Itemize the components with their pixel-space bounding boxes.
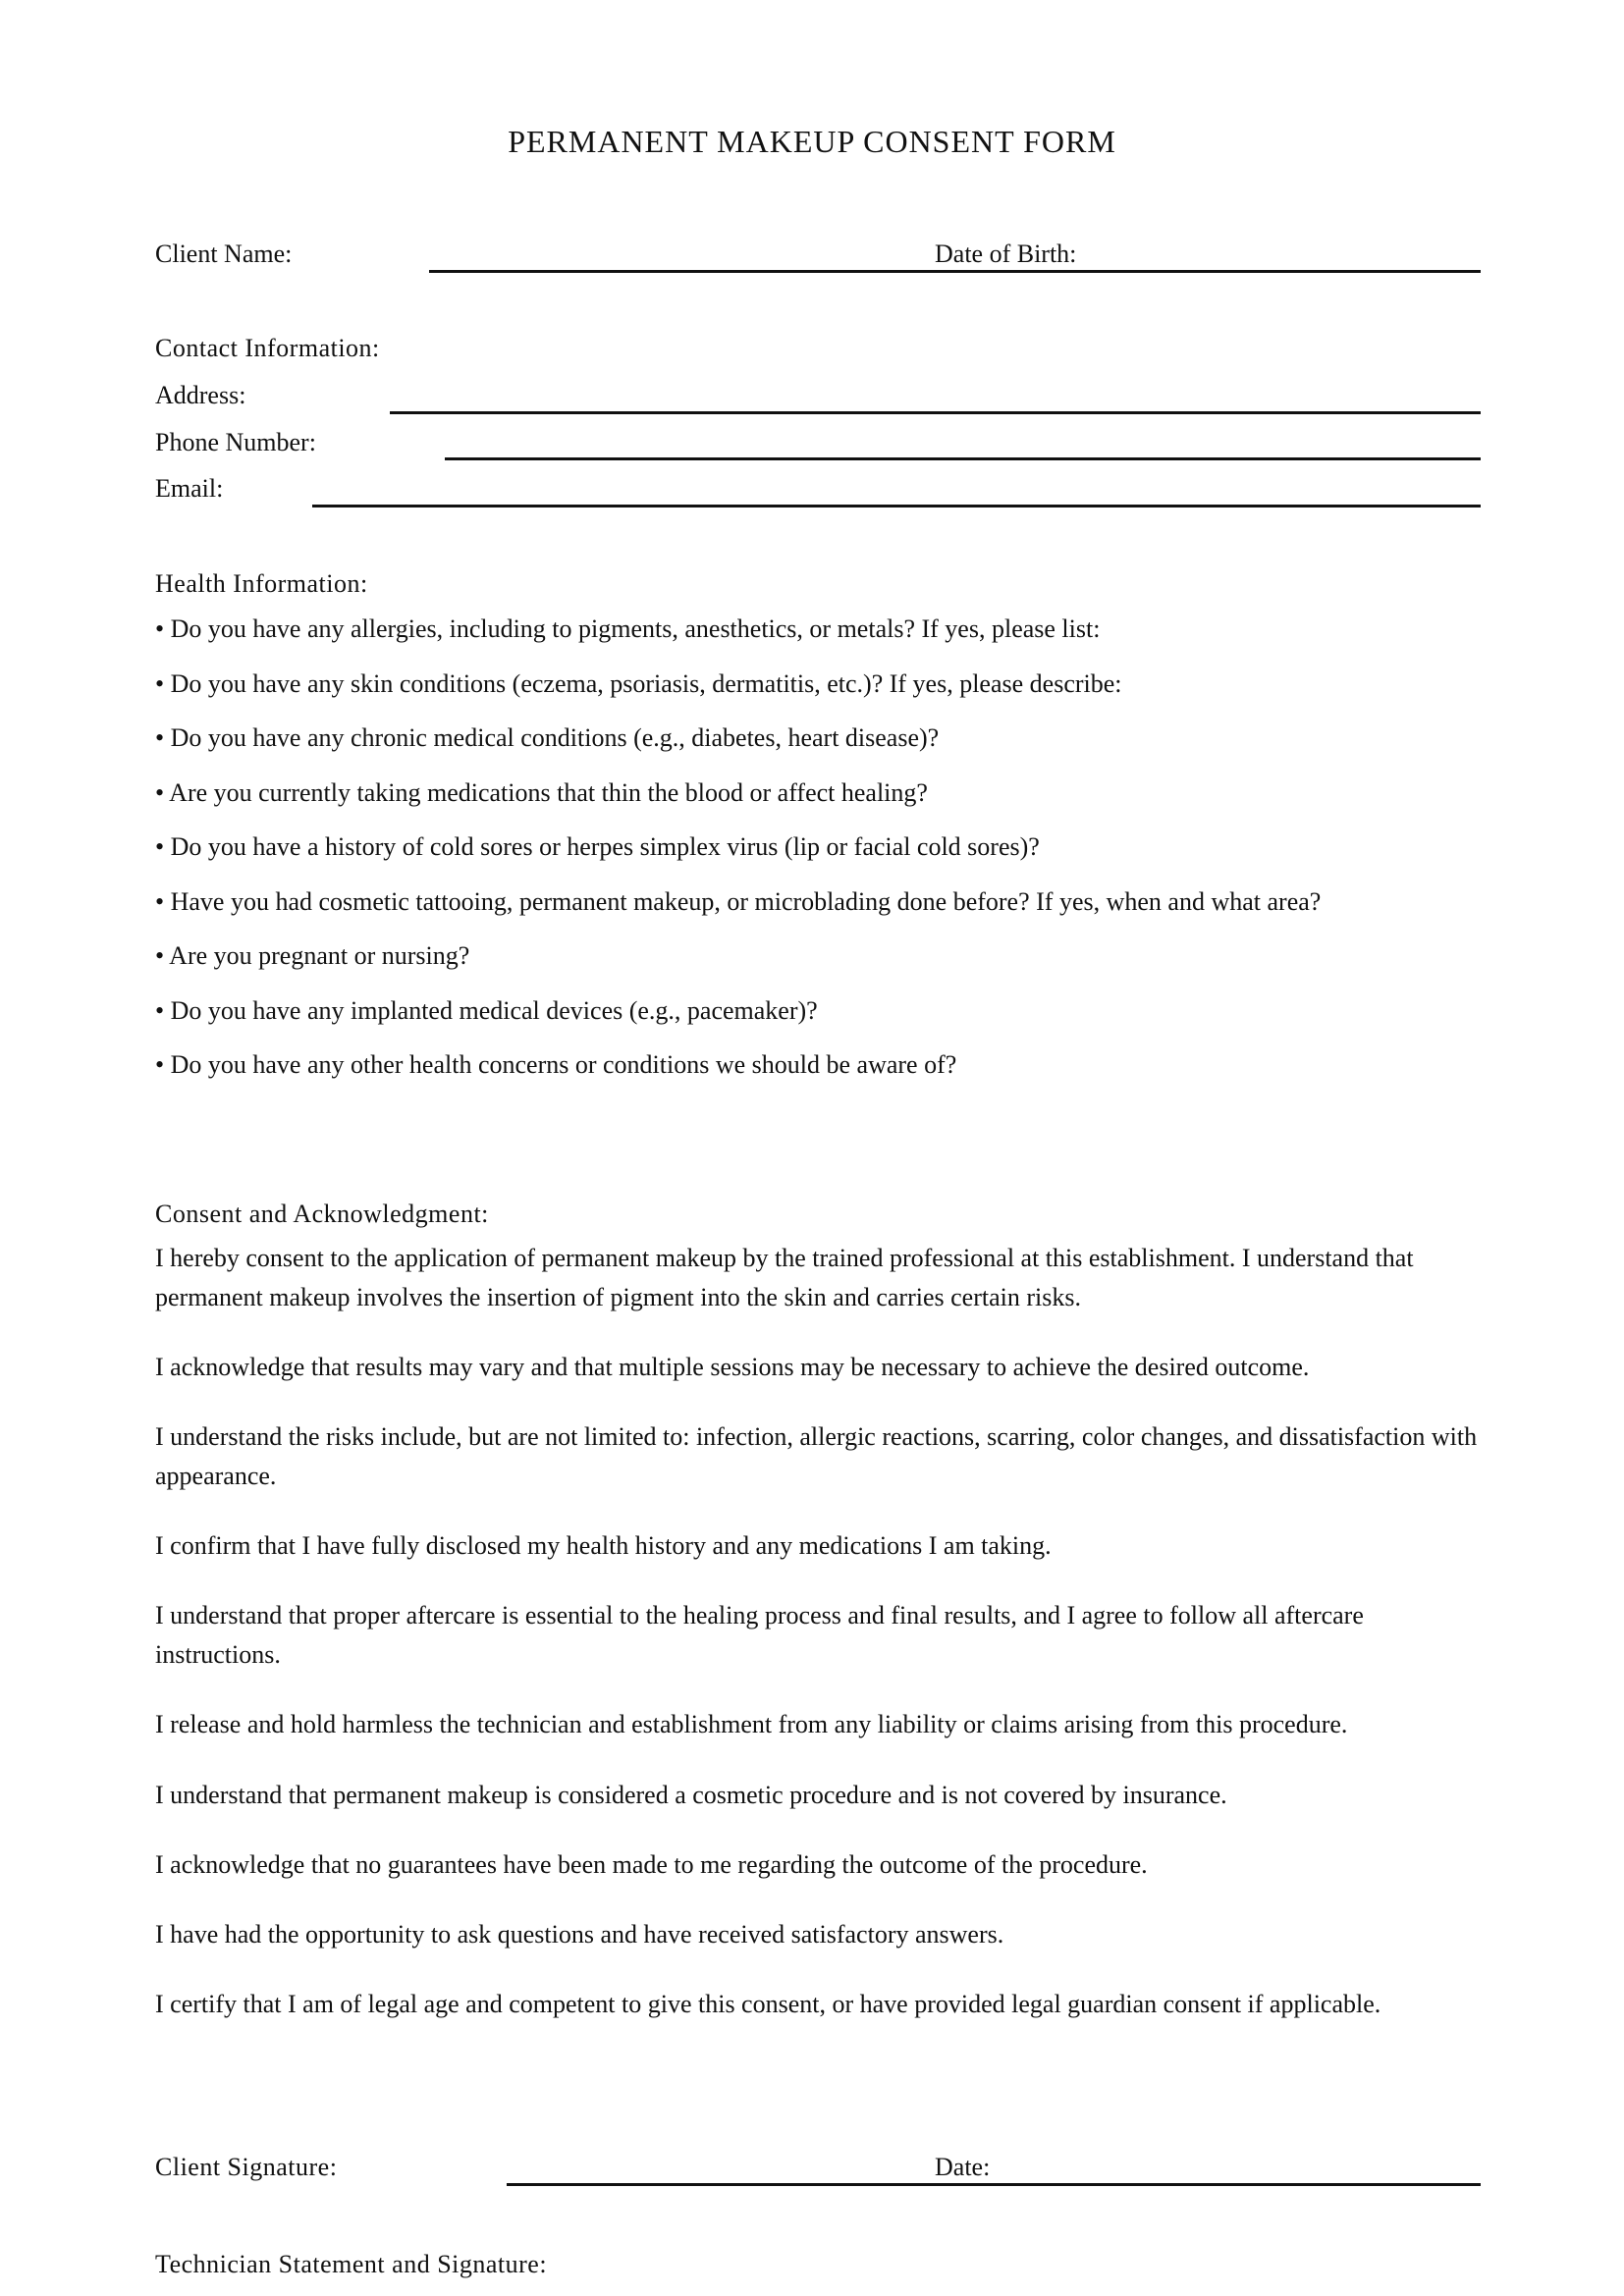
consent-paragraph: I have had the opportunity to ask questions and have received satisfactory answers. <box>155 1920 1004 1949</box>
consent-paragraph: I understand that permanent makeup is considered a cosmetic procedure and is not covered by insurance. <box>155 1781 1227 1809</box>
email-line <box>312 505 1481 507</box>
consent-paragraph: I acknowledge that no guarantees have been made to me regarding the outcome of the procedure. <box>155 1850 1148 1879</box>
client-signature-label: Client Signature: <box>155 2153 338 2181</box>
health-question: • Do you have any implanted medical devices (e.g., pacemaker)? <box>155 996 818 1025</box>
technician-heading: Technician Statement and Signature: <box>155 2250 548 2278</box>
consent-heading: Consent and Acknowledgment: <box>155 1200 489 1228</box>
health-question: • Are you currently taking medications that thin the blood or affect healing? <box>155 778 928 807</box>
health-question: • Do you have a history of cold sores or herpes simplex virus (lip or facial cold sores)? <box>155 832 1040 861</box>
health-question: • Do you have any skin conditions (eczema, psoriasis, dermatitis, etc.)? If yes, please describe: <box>155 669 1122 698</box>
consent-paragraph: I understand that proper aftercare is essential to the healing process and final results, and I agree to follow all aftercare instructions. <box>155 1601 1364 1669</box>
email-label: Email: <box>155 474 224 503</box>
phone-line <box>445 457 1481 460</box>
health-heading: Health Information: <box>155 569 368 598</box>
health-question: • Do you have any other health concerns or conditions we should be aware of? <box>155 1050 957 1079</box>
phone-label: Phone Number: <box>155 428 316 456</box>
consent-paragraph: I confirm that I have fully disclosed my health history and any medications I am taking. <box>155 1531 1052 1560</box>
health-question: • Do you have any chronic medical conditions (e.g., diabetes, heart disease)? <box>155 723 940 752</box>
consent-paragraph: I release and hold harmless the technician and establishment from any liability or claims arising from this procedure. <box>155 1710 1348 1738</box>
consent-paragraph: I certify that I am of legal age and competent to give this consent, or have provided legal guardian consent if applicable. <box>155 1990 1381 2018</box>
address-label: Address: <box>155 381 246 409</box>
client-signature-input[interactable] <box>507 2151 919 2184</box>
address-line <box>390 411 1481 414</box>
health-question: • Have you had cosmetic tattooing, permanent makeup, or microblading done before? If yes, when and what area? <box>155 887 1322 916</box>
dob-label: Date of Birth: <box>935 240 1077 268</box>
client-name-label: Client Name: <box>155 240 293 268</box>
client-name-dob-line <box>429 270 1481 273</box>
contact-heading: Contact Information: <box>155 334 380 362</box>
signature-date-label: Date: <box>935 2153 991 2181</box>
consent-paragraph: I hereby consent to the application of permanent makeup by the trained professional at this establishment. I understand that permanent makeup involves the insertion of pigment into the skin and carries certain risks. <box>155 1244 1414 1311</box>
consent-paragraph: I understand the risks include, but are not limited to: infection, allergic reactions, scarring, color changes, and dissatisfaction with appearance. <box>155 1422 1478 1490</box>
address-input[interactable] <box>390 379 1481 412</box>
client-name-input[interactable] <box>429 238 920 271</box>
dob-input[interactable] <box>1092 238 1480 271</box>
email-input[interactable] <box>312 472 1481 506</box>
signature-date-input[interactable] <box>1005 2151 1481 2184</box>
consent-paragraph: I acknowledge that results may vary and that multiple sessions may be necessary to achieve the desired outcome. <box>155 1353 1310 1381</box>
health-question: • Are you pregnant or nursing? <box>155 941 470 970</box>
signature-date-line <box>507 2183 1481 2186</box>
health-question: • Do you have any allergies, including to pigments, anesthetics, or metals? If yes, please list: <box>155 614 1101 643</box>
phone-input[interactable] <box>445 426 1481 459</box>
form-title: PERMANENT MAKEUP CONSENT FORM <box>508 124 1116 159</box>
